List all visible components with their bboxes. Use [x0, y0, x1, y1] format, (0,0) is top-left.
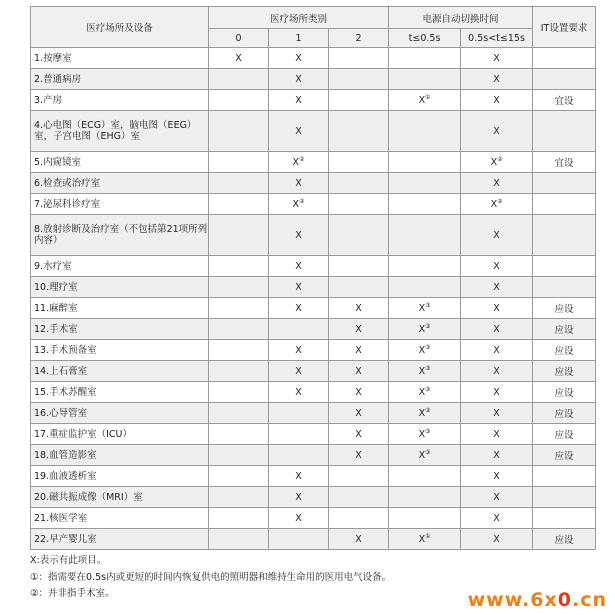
cell-value: X — [355, 449, 362, 461]
cell-c1 — [269, 90, 329, 111]
cell-s1 — [389, 361, 461, 382]
table-row — [31, 361, 596, 382]
cell-s2 — [461, 466, 533, 487]
table-row — [31, 215, 596, 256]
cell-c2 — [329, 529, 389, 550]
cell-s2 — [461, 340, 533, 361]
cell-c2 — [329, 298, 389, 319]
cell-c2 — [329, 194, 389, 215]
table-row — [31, 508, 596, 529]
cell-c1 — [269, 256, 329, 277]
cell-value: X — [493, 302, 500, 314]
cell-value: X — [493, 260, 500, 272]
cell-c1 — [269, 424, 329, 445]
row-name: 4.心电图（ECG）室，脑电图（EEG）室，子宫电图（EHG）室 — [31, 111, 209, 152]
table-row — [31, 90, 596, 111]
row-name: 8.放射诊断及治疗室（不包括第21项所列内容） — [31, 215, 209, 256]
cell-it — [533, 466, 596, 487]
cell-c1 — [269, 215, 329, 256]
cell-c0 — [209, 487, 269, 508]
cell-value: X — [493, 344, 500, 356]
cell-value: X — [355, 533, 362, 545]
cell-value: X — [355, 302, 362, 314]
cell-c1 — [269, 361, 329, 382]
cell-c1 — [269, 69, 329, 90]
cell-it — [533, 361, 596, 382]
row-name: 12.手术室 — [31, 319, 209, 340]
cell-s1 — [389, 382, 461, 403]
row-name: 11.麻醉室 — [31, 298, 209, 319]
cell-value: X — [295, 52, 302, 64]
row-name: 20.磁共振成像（MRI）室 — [31, 487, 209, 508]
header-switch-slow: 0.5s<t≤15s — [461, 29, 533, 48]
watermark-prefix: www.6x — [467, 589, 558, 611]
row-name: 18.血管造影室 — [31, 445, 209, 466]
note-2: ②：并非指手术室。 — [30, 588, 115, 599]
cell-value: X — [493, 229, 500, 241]
cell-value: X — [295, 512, 302, 524]
table-row — [31, 319, 596, 340]
cell-value: X — [295, 281, 302, 293]
cell-c1 — [269, 445, 329, 466]
cell-s2 — [461, 382, 533, 403]
cell-value: X — [292, 198, 300, 210]
cell-s1 — [389, 424, 461, 445]
cell-c2 — [329, 508, 389, 529]
footnote-mark: ③ — [425, 448, 431, 456]
cell-it — [533, 529, 596, 550]
cell-it — [533, 69, 596, 90]
watermark-zero: 0 — [557, 589, 572, 611]
cell-it — [533, 48, 596, 69]
cell-c1 — [269, 48, 329, 69]
cell-s2 — [461, 277, 533, 298]
cell-value: X — [295, 229, 302, 241]
cell-value: X — [493, 73, 500, 85]
cell-it — [533, 256, 596, 277]
cell-value: X — [418, 344, 426, 356]
cell-s2 — [461, 48, 533, 69]
cell-value: 应设 — [554, 430, 574, 441]
cell-it — [533, 277, 596, 298]
cell-s1 — [389, 111, 461, 152]
cell-value: X — [235, 52, 242, 64]
cell-value: 宜设 — [554, 158, 574, 169]
cell-c0 — [209, 508, 269, 529]
table-row — [31, 194, 596, 215]
header-switch-group: 电源自动切换时间 — [389, 7, 533, 29]
cell-c0 — [209, 340, 269, 361]
table-row — [31, 48, 596, 69]
note-legend: X:表示有此项目。 — [30, 555, 107, 566]
cell-c2 — [329, 340, 389, 361]
row-name: 17.重症监护室（ICU） — [31, 424, 209, 445]
cell-value: X — [493, 94, 500, 106]
cell-it — [533, 194, 596, 215]
cell-value: X — [295, 470, 302, 482]
cell-c1 — [269, 277, 329, 298]
cell-c0 — [209, 194, 269, 215]
cell-value: X — [418, 94, 426, 106]
cell-s1 — [389, 445, 461, 466]
cell-c2 — [329, 382, 389, 403]
cell-value: X — [493, 386, 500, 398]
row-name: 14.上石膏室 — [31, 361, 209, 382]
cell-value: X — [295, 73, 302, 85]
cell-c1 — [269, 508, 329, 529]
footnote-mark: ③ — [425, 385, 431, 393]
cell-value: X — [295, 94, 302, 106]
cell-c2 — [329, 215, 389, 256]
cell-value: X — [493, 177, 500, 189]
cell-it — [533, 173, 596, 194]
cell-value: X — [355, 344, 362, 356]
footnote-mark: ① — [425, 532, 431, 540]
footnote-mark: ③ — [425, 301, 431, 309]
header-place: 医疗场所及设备 — [31, 7, 209, 48]
footnote-mark: ③ — [425, 364, 431, 372]
cell-c0 — [209, 361, 269, 382]
cell-value: X — [418, 365, 426, 377]
footnote-mark: ③ — [425, 427, 431, 435]
cell-s1 — [389, 298, 461, 319]
cell-s1 — [389, 90, 461, 111]
cell-s2 — [461, 173, 533, 194]
cell-it — [533, 445, 596, 466]
row-name: 21.核医学室 — [31, 508, 209, 529]
cell-value: X — [490, 156, 498, 168]
cell-c0 — [209, 215, 269, 256]
footnote-mark: ② — [299, 155, 305, 163]
cell-value: X — [493, 125, 500, 137]
cell-s1 — [389, 256, 461, 277]
cell-it — [533, 111, 596, 152]
cell-value: X — [493, 512, 500, 524]
table-row — [31, 403, 596, 424]
cell-s1 — [389, 466, 461, 487]
cell-c1 — [269, 319, 329, 340]
cell-value: X — [493, 281, 500, 293]
footnote-mark: ① — [425, 93, 431, 101]
cell-value: X — [292, 156, 300, 168]
cell-c0 — [209, 90, 269, 111]
row-name: 1.按摩室 — [31, 48, 209, 69]
cell-s2 — [461, 508, 533, 529]
note-1: ①：指需要在0.5s内或更短的时间内恢复供电的照明器和维持生命用的医用电气设备。 — [30, 571, 392, 583]
notes — [30, 553, 391, 603]
cell-value: X — [493, 470, 500, 482]
cell-value: X — [355, 365, 362, 377]
cell-c1 — [269, 194, 329, 215]
cell-value: X — [490, 198, 498, 210]
footnote-mark: ② — [497, 155, 503, 163]
cell-value: X — [418, 407, 426, 419]
cell-c1 — [269, 487, 329, 508]
cell-c2 — [329, 445, 389, 466]
cell-c2 — [329, 173, 389, 194]
row-name: 10.理疗室 — [31, 277, 209, 298]
cell-value: X — [493, 52, 500, 64]
cell-s2 — [461, 256, 533, 277]
cell-c2 — [329, 69, 389, 90]
cell-s1 — [389, 487, 461, 508]
cell-value: X — [493, 365, 500, 377]
cell-c0 — [209, 69, 269, 90]
row-name: 19.血液透析室 — [31, 466, 209, 487]
cell-it — [533, 319, 596, 340]
cell-c0 — [209, 529, 269, 550]
cell-value: X — [295, 344, 302, 356]
cell-value: X — [493, 449, 500, 461]
cell-c2 — [329, 277, 389, 298]
cell-c2 — [329, 319, 389, 340]
cell-it — [533, 403, 596, 424]
cell-c2 — [329, 361, 389, 382]
cell-s1 — [389, 194, 461, 215]
cell-value: X — [418, 449, 426, 461]
cell-it — [533, 298, 596, 319]
cell-c1 — [269, 529, 329, 550]
cell-it — [533, 487, 596, 508]
cell-value: 宜设 — [554, 96, 574, 107]
cell-c2 — [329, 111, 389, 152]
footnote-mark: ③ — [425, 322, 431, 330]
cell-s2 — [461, 194, 533, 215]
cell-s1 — [389, 215, 461, 256]
table-row — [31, 111, 596, 152]
cell-value: X — [355, 428, 362, 440]
cell-value: 应设 — [554, 409, 574, 420]
cell-it — [533, 152, 596, 173]
cell-s1 — [389, 508, 461, 529]
table-row — [31, 424, 596, 445]
header-category-1: 1 — [269, 29, 329, 48]
medical-locations-table — [30, 6, 596, 550]
cell-c1 — [269, 403, 329, 424]
table-row — [31, 152, 596, 173]
header-category-0: 0 — [209, 29, 269, 48]
cell-s2 — [461, 319, 533, 340]
cell-value: X — [493, 533, 500, 545]
cell-c0 — [209, 382, 269, 403]
table-row — [31, 298, 596, 319]
cell-value: X — [493, 491, 500, 503]
cell-c2 — [329, 403, 389, 424]
cell-c1 — [269, 382, 329, 403]
cell-s1 — [389, 340, 461, 361]
row-name: 13.手术预备室 — [31, 340, 209, 361]
table-row — [31, 256, 596, 277]
cell-c0 — [209, 277, 269, 298]
header-it: IT设置要求 — [533, 7, 596, 48]
table-row — [31, 173, 596, 194]
row-name: 22.早产婴儿室 — [31, 529, 209, 550]
row-name: 15.手术苏醒室 — [31, 382, 209, 403]
row-name: 6.检查或治疗室 — [31, 173, 209, 194]
table-row — [31, 69, 596, 90]
cell-it — [533, 90, 596, 111]
cell-c0 — [209, 152, 269, 173]
cell-s1 — [389, 277, 461, 298]
cell-c2 — [329, 90, 389, 111]
cell-c2 — [329, 256, 389, 277]
cell-value: 应设 — [554, 388, 574, 399]
cell-value: 应设 — [554, 346, 574, 357]
cell-c1 — [269, 466, 329, 487]
cell-value: 应设 — [554, 304, 574, 315]
watermark-logo — [468, 589, 607, 611]
cell-c0 — [209, 48, 269, 69]
cell-c1 — [269, 298, 329, 319]
cell-c0 — [209, 298, 269, 319]
cell-c2 — [329, 466, 389, 487]
table-row — [31, 445, 596, 466]
cell-value: 应设 — [554, 325, 574, 336]
cell-s1 — [389, 69, 461, 90]
cell-s1 — [389, 319, 461, 340]
cell-c0 — [209, 319, 269, 340]
row-name: 2.普通病房 — [31, 69, 209, 90]
cell-value: X — [493, 428, 500, 440]
cell-value: X — [418, 533, 426, 545]
cell-value: X — [295, 302, 302, 314]
cell-value: X — [295, 125, 302, 137]
table-row — [31, 466, 596, 487]
table-row — [31, 277, 596, 298]
cell-s2 — [461, 90, 533, 111]
row-name: 5.内窥镜室 — [31, 152, 209, 173]
cell-s2 — [461, 403, 533, 424]
cell-value: X — [355, 323, 362, 335]
cell-value: X — [418, 428, 426, 440]
cell-value: X — [295, 260, 302, 272]
header-category-group: 医疗场所类别 — [209, 7, 389, 29]
cell-it — [533, 215, 596, 256]
cell-s2 — [461, 487, 533, 508]
cell-s2 — [461, 69, 533, 90]
table-row — [31, 382, 596, 403]
table-row — [31, 340, 596, 361]
cell-it — [533, 340, 596, 361]
cell-s1 — [389, 48, 461, 69]
cell-value: X — [493, 323, 500, 335]
cell-value: X — [418, 386, 426, 398]
cell-c2 — [329, 48, 389, 69]
cell-value: X — [295, 491, 302, 503]
cell-s2 — [461, 111, 533, 152]
footnote-mark: ③ — [425, 406, 431, 414]
cell-value: X — [493, 407, 500, 419]
row-name: 7.泌尿科诊疗室 — [31, 194, 209, 215]
cell-s2 — [461, 445, 533, 466]
cell-c1 — [269, 173, 329, 194]
cell-c0 — [209, 445, 269, 466]
cell-c1 — [269, 340, 329, 361]
cell-value: X — [295, 365, 302, 377]
table-row — [31, 487, 596, 508]
cell-value: X — [355, 407, 362, 419]
cell-s2 — [461, 215, 533, 256]
table-row — [31, 529, 596, 550]
cell-c2 — [329, 152, 389, 173]
cell-it — [533, 424, 596, 445]
cell-s2 — [461, 361, 533, 382]
cell-s2 — [461, 152, 533, 173]
row-name: 16.心导管室 — [31, 403, 209, 424]
cell-s1 — [389, 403, 461, 424]
cell-s2 — [461, 298, 533, 319]
footnote-mark: ② — [299, 197, 305, 205]
cell-value: 应设 — [554, 451, 574, 462]
cell-it — [533, 382, 596, 403]
cell-s1 — [389, 529, 461, 550]
cell-value: 应设 — [554, 367, 574, 378]
cell-c2 — [329, 424, 389, 445]
footnote-mark: ② — [497, 197, 503, 205]
cell-c1 — [269, 111, 329, 152]
cell-c1 — [269, 152, 329, 173]
row-name: 9.水疗室 — [31, 256, 209, 277]
cell-s2 — [461, 529, 533, 550]
cell-value: X — [295, 177, 302, 189]
cell-value: X — [418, 302, 426, 314]
cell-it — [533, 508, 596, 529]
cell-value: X — [418, 323, 426, 335]
watermark-suffix: .cn — [571, 589, 607, 611]
cell-value: X — [355, 386, 362, 398]
cell-value: 应设 — [554, 535, 574, 546]
row-name: 3.产房 — [31, 90, 209, 111]
cell-s1 — [389, 173, 461, 194]
cell-c0 — [209, 111, 269, 152]
cell-c0 — [209, 466, 269, 487]
cell-c0 — [209, 256, 269, 277]
cell-value: X — [295, 386, 302, 398]
header-category-2: 2 — [329, 29, 389, 48]
cell-s2 — [461, 424, 533, 445]
footnote-mark: ③ — [425, 343, 431, 351]
cell-c0 — [209, 403, 269, 424]
header-switch-fast: t≤0.5s — [389, 29, 461, 48]
cell-s1 — [389, 152, 461, 173]
cell-c0 — [209, 424, 269, 445]
table-body — [31, 48, 596, 550]
cell-c0 — [209, 173, 269, 194]
cell-c2 — [329, 487, 389, 508]
